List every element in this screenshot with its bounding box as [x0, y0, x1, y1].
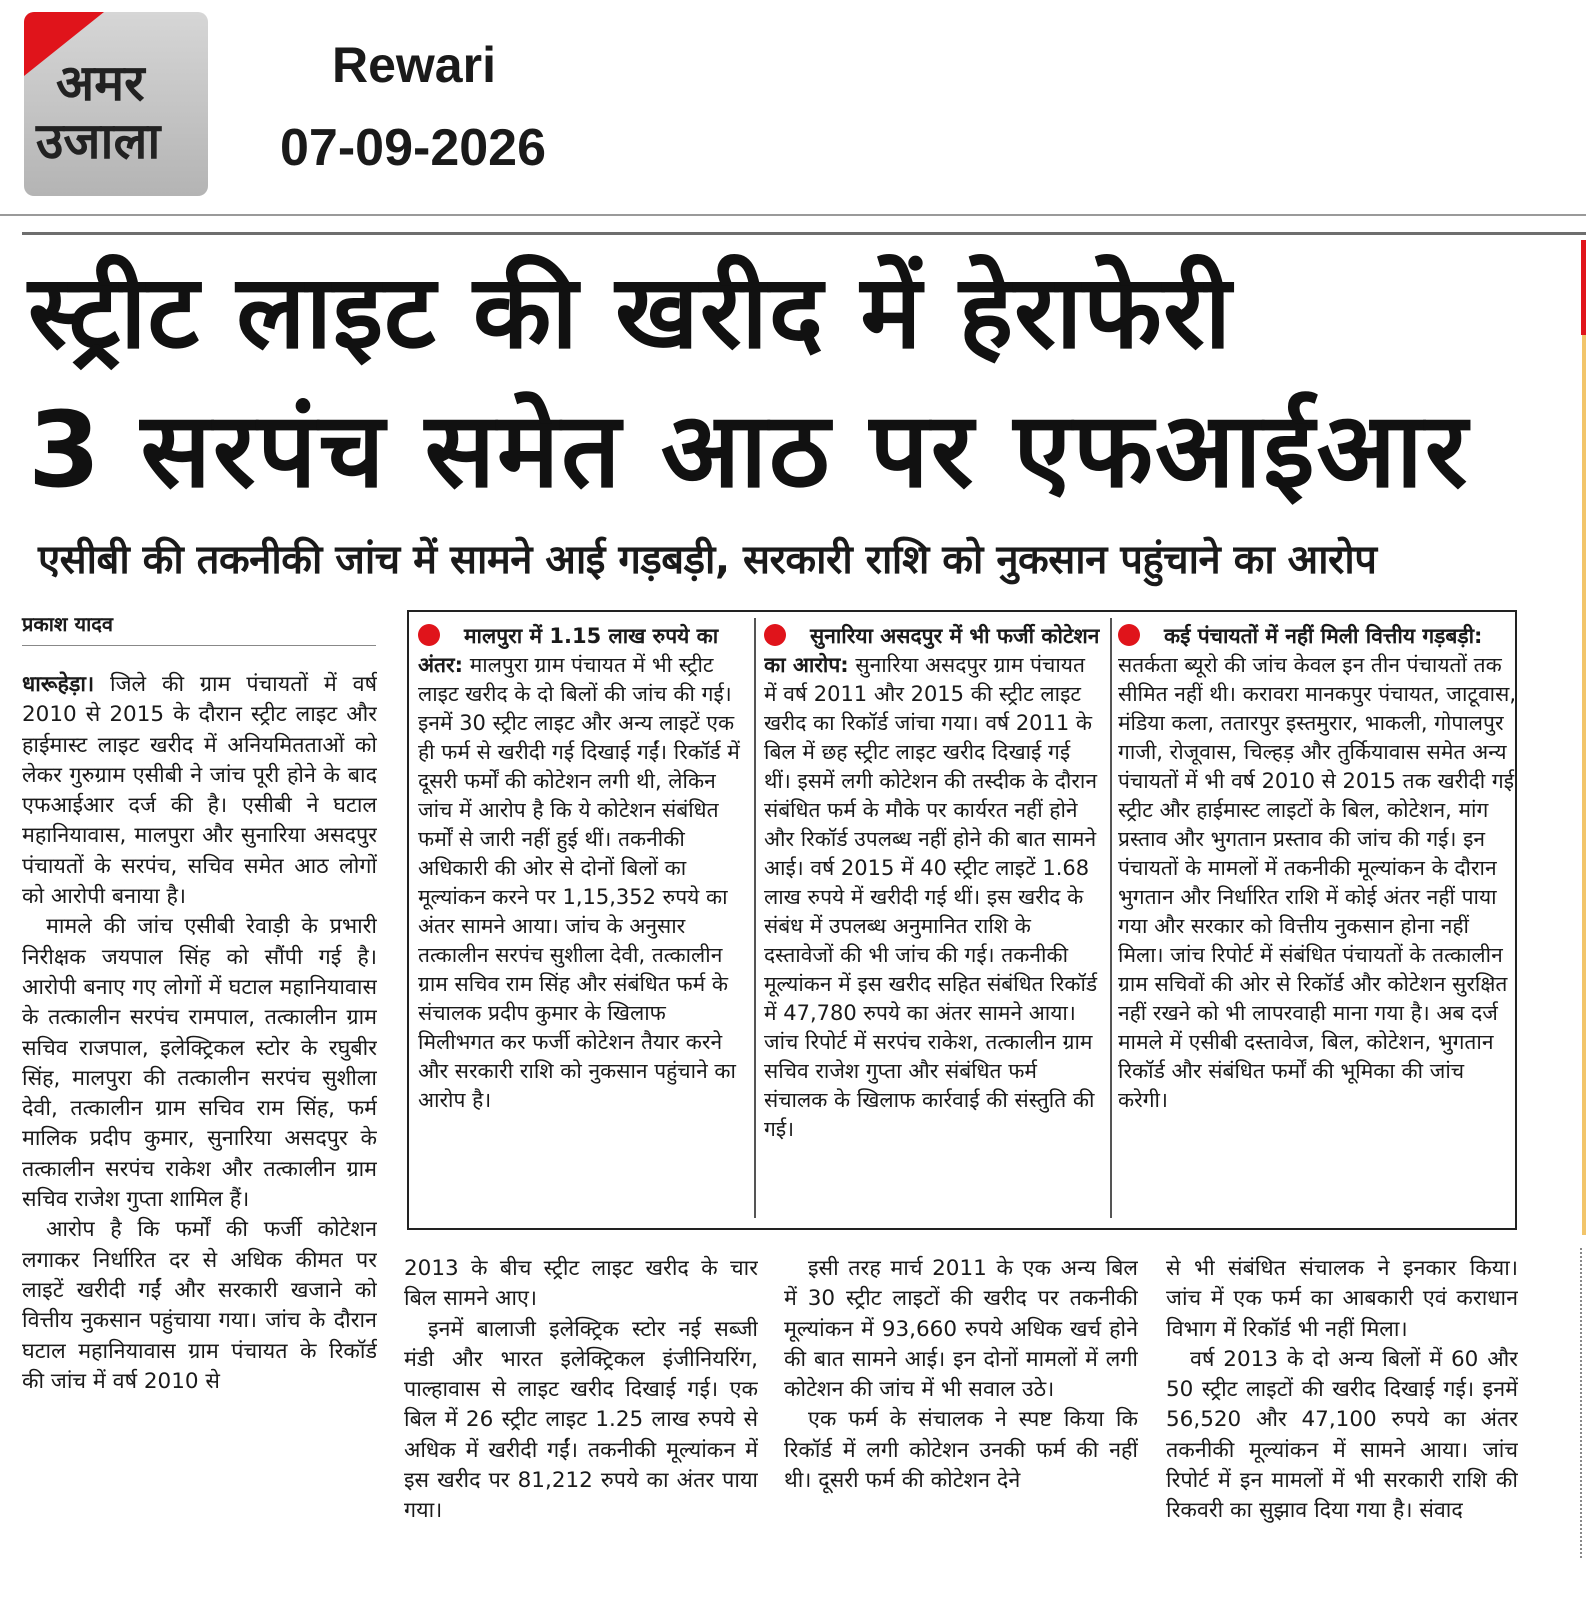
red-bullet-icon [1118, 624, 1140, 646]
red-bullet-icon [764, 624, 786, 646]
paragraph: से भी संबंधित संचालक ने इनकार किया। जांच में एक फर्म का आबकारी एवं कराधान विभाग में रिकॉर्ड भी नहीं मिला। [1166, 1256, 1518, 1342]
paragraph-text: जिले की ग्राम पंचायतों में वर्ष 2010 से 2015 के दौरान स्ट्रीट लाइट और हाईमास्ट लाइट खरीद में अनियमितताओं को लेकर गुरुग्राम एसीबी ने जांच पूरी होने के बाद एफआईआर दर्ज की है। एसीबी ने घटाल महानियावास, मालपुरा और सुनारिया असदपुर पंचायतों के सरपंच, सचिव समेत आठ लोगों को आरोपी बनाया है। [22, 672, 377, 910]
box-text: मालपुरा ग्राम पंचायत में भी स्ट्रीट लाइट खरीद के दो बिलों की जांच की गई। इनमें 30 स्ट्रीट लाइट और अन्य लाइटें एक ही फर्म से खरीदी गई दिखाई गईं। रिकॉर्ड में दूसरी फर्मों की कोटेशन लगी थी, लेकिन जांच में आरोप है कि ये कोटेशन संबंधित फर्मों से जारी नहीं हुई थीं। तकनीकी अधिकारी की ओर से दोनों बिलों का मूल्यांकन करने पर 1,15,352 रुपये का अंतर सामने आया। जांच के अनुसार तत्कालीन सरपंच सुशीला देवी, तत्कालीन ग्राम सचिव राम सिंह और संबंधित फर्म के संचालक प्रदीप कुमार के खिलाफ मिलीभगत कर फर्जी कोटेशन तैयार करने और सरकारी राशि को नुकसान पहुंचाने का आरोप है। [418, 653, 740, 1112]
byline: प्रकाश यादव [22, 612, 114, 636]
paragraph: मामले की जांच एसीबी रेवाड़ी के प्रभारी निरीक्षक जयपाल सिंह को सौंपी गई है। आरोपी बनाए गए लोगों में घटाल महानियावास के तत्कालीन सरपंच रामपाल, तत्कालीन ग्राम सचिव राजपाल, इलेक्ट्रिकल स्टोर के रघुबीर सिंह, मालपुरा की तत्कालीन सरपंच सुशीला देवी, तत्कालीन ग्राम सचिव राम सिंह, फर्म मालिक प्रदीप कुमार, सुनारिया असदपुर के तत्कालीन सरपंच राकेश और तत्कालीन ग्राम सचिव राजेश गुप्ता शामिल हैं। [22, 914, 377, 1213]
box-text: सुनारिया असदपुर ग्राम पंचायत में वर्ष 2011 और 2015 की स्ट्रीट लाइट खरीद का रिकॉर्ड जांचा गया। वर्ष 2011 के बिल में छह स्ट्रीट लाइट खरीद दिखाई गई थीं। इसमें लगी कोटेशन की तस्दीक के दौरान संबंधित फर्म के मौके पर कार्यरत नहीं होने और रिकॉर्ड उपलब्ध नहीं होने की बात सामने आई। वर्ष 2015 में 40 स्ट्रीट लाइटें 1.68 लाख रुपये में खरीदी गई थीं। इस खरीद के संबंध में उपलब्ध अनुमानित राशि के दस्तावेजों की भी जांच की गई। तकनीकी मूल्यांकन में इस खरीद सहित संबंधित रिकॉर्ड में 47,780 रुपये का अंतर सामने आया। जांच रिपोर्ट में सरपंच राकेश, तत्कालीन ग्राम सचिव राजेश गुप्ता और संबंधित फर्म संचालक के खिलाफ कार्रवाई की संस्तुति की गई। [764, 653, 1098, 1141]
box-heading: मालपुरा में 1.15 लाख रुपये का अंतर: [418, 624, 719, 677]
page-edge-yellow [1582, 335, 1586, 1235]
page-edge-red [1581, 240, 1586, 335]
box-divider [1110, 618, 1112, 1218]
masthead-divider [0, 214, 1586, 216]
dateline: धारूहेड़ा। [22, 672, 95, 697]
logo-line-1: अमर [56, 54, 145, 112]
article-column-2 [404, 1254, 758, 1554]
byline-rule [22, 645, 376, 646]
box-text: सतर्कता ब्यूरो की जांच केवल इन तीन पंचायतों तक सीमित नहीं थी। करावरा मानकपुर पंचायत, जाटूवास, मंडिया कला, ततारपुर इस्तमुरार, भाकली, गोपालपुर गाजी, रोजूवास, चिल्हड़ और तुर्कियावास समेत अन्य पंचायतों में भी वर्ष 2010 से 2015 तक खरीदी गई स्ट्रीट और हाईमास्ट लाइटों के बिल, कोटेशन, मांग प्रस्ताव और भुगतान प्रस्ताव की जांच की गई। इन पंचायतों के मामलों में तकनीकी मूल्यांकन के दौरान भुगतान और निर्धारित राशि में कोई अंतर नहीं पाया गया और सरकार को वित्तीय नुकसान होना नहीं मिला। जांच रिपोर्ट में संबंधित पंचायतों के तत्कालीन ग्राम सचिवों की ओर से रिकॉर्ड और कोटेशन सुरक्षित नहीं रखने को भी लापरवाही माना गया है। अब दर्ज मामले में एसीबी दस्तावेज, बिल, कोटेशन, भुगतान रिकॉर्ड और संबंधित फर्मों की भूमिका की जांच करेगी। [1118, 653, 1516, 1112]
newspaper-logo [24, 12, 208, 196]
headline-line-1: स्ट्रीट लाइट की खरीद में हेराफेरी [28, 253, 1233, 372]
logo-line-2: उजाला [36, 112, 161, 170]
paragraph: इसी तरह मार्च 2011 के एक अन्य बिल में 30 स्ट्रीट लाइटों की खरीद पर तकनीकी मूल्यांकन में 93,660 रुपये अधिक खर्च होने की बात सामने आई। इन दोनों मामलों में लगी कोटेशन की जांच में भी सवाल उठे। [784, 1256, 1138, 1403]
paragraph: वर्ष 2013 के दो अन्य बिलों में 60 और 50 स्ट्रीट लाइटों की खरीद दिखाई गई। इनमें 56,520 और 47,100 रुपये का अंतर तकनीकी मूल्यांकन में सामने आया। जांच रिपोर्ट में इन मामलों में भी सरकारी राशि की रिकवरी का सुझाव दिया गया है। संवाद [1166, 1346, 1518, 1524]
headline-line-2: 3 सरपंच समेत आठ पर एफआईआर [28, 389, 1470, 511]
edition-city: Rewari [332, 37, 496, 93]
edition-date: 07-09-2026 [280, 119, 546, 177]
box-column-sunariya [764, 622, 1100, 1218]
paragraph: इनमें बालाजी इलेक्ट्रिक स्टोर नई सब्जी मंडी और भारत इलेक्ट्रिकल इंजीनियरिंग, पाल्हावास से लाइट खरीद दिखाई गई। एक बिल में 26 स्ट्रीट लाइट 1.25 लाख रुपये से अधिक में खरीदी गईं। तकनीकी मूल्यांकन में इस खरीद पर 81,212 रुपये का अंतर पाया गया। [404, 1316, 758, 1524]
article-column-4 [1166, 1254, 1518, 1554]
paragraph: एक फर्म के संचालक ने स्पष्ट किया कि रिकॉर्ड में लगी कोटेशन उनकी फर्म की नहीं थी। दूसरी फर्म की कोटेशन देने [784, 1407, 1138, 1494]
article-top-rule [22, 232, 1586, 235]
paragraph [22, 670, 377, 912]
box-heading: कई पंचायतों में नहीं मिली वित्तीय गड़बड़ी: [1164, 624, 1483, 648]
red-bullet-icon [418, 624, 440, 646]
box-column-other-panchayats [1118, 622, 1516, 1218]
paragraph: आरोप है कि फर्मों की फर्जी कोटेशन लगाकर निर्धारित दर से अधिक कीमत पर लाइटें खरीदी गईं और सरकारी खजाने को वित्तीय नुकसान पहुंचाया गया। जांच के दौरान घटाल महानियावास ग्राम पंचायत के रिकॉर्ड की जांच में वर्ष 2010 से [22, 1217, 377, 1394]
page-edge-dotted [1580, 1248, 1582, 1558]
article-column-3 [784, 1254, 1138, 1554]
box-column-malpura [418, 622, 742, 1218]
box-heading: सुनारिया असदपुर में भी फर्जी कोटेशन का आरोप: [764, 624, 1100, 677]
paragraph: 2013 के बीच स्ट्रीट लाइट खरीद के चार बिल सामने आए। [404, 1256, 758, 1312]
article-column-1 [22, 670, 377, 1550]
box-divider [754, 618, 756, 1218]
subheadline: एसीबी की तकनीकी जांच में सामने आई गड़बड़ी, सरकारी राशि को नुकसान पहुंचाने का आरोप [38, 537, 1377, 583]
